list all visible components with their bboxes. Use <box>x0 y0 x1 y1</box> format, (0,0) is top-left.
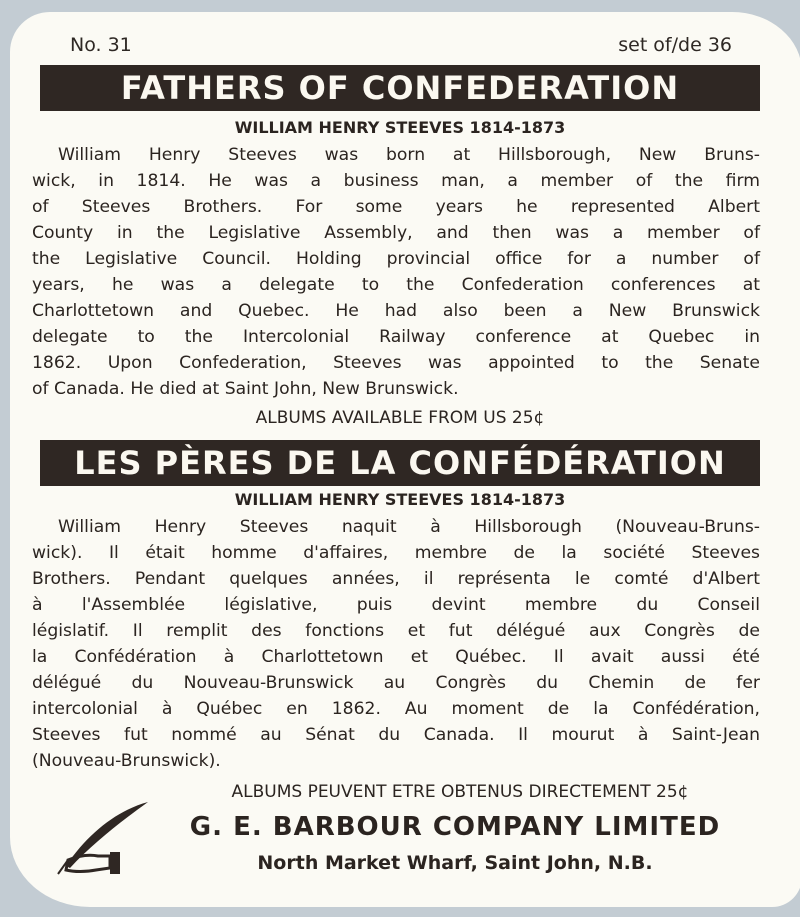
english-title-band: FATHERS OF CONFEDERATION <box>40 65 760 111</box>
french-subject: WILLIAM HENRY STEEVES 1814-1873 <box>234 490 566 509</box>
bio-line: of Canada. He died at Saint John, New Brunswick. <box>32 379 459 399</box>
bio-line: wick, in 1814. He was a business man, a member of the firm <box>32 171 760 191</box>
bio-line: of Steeves Brothers. For some years he represented Albert <box>32 197 760 217</box>
set-count: set of/de 36 <box>618 34 732 56</box>
bio-line: la Confédération à Charlottetown et Québec. Il avait aussi été <box>32 647 760 667</box>
bio-line: délégué du Nouveau-Brunswick au Congrès du Chemin de fer <box>32 673 760 693</box>
bio-line: delegate to the Intercolonial Railway conference at Quebec in <box>32 327 760 347</box>
bio-line: législatif. Il remplit des fonctions et fut délégué aux Congrès de <box>32 621 760 641</box>
bio-line: wick). Il était homme d'affaires, membre de la société Steeves <box>32 543 760 563</box>
bio-line: (Nouveau-Brunswick). <box>32 751 221 771</box>
bio-line: Charlottetown and Quebec. He had also been a New Brunswick <box>32 301 760 321</box>
bio-line: County in the Legislative Assembly, and then was a member of <box>32 223 760 243</box>
bio-line: years, he was a delegate to the Confederation conferences at <box>32 275 760 295</box>
publisher-address: North Market Wharf, Saint John, N.B. <box>257 852 653 874</box>
english-subject: WILLIAM HENRY STEEVES 1814-1873 <box>234 118 566 137</box>
bio-line: William Henry Steeves naquit à Hillsborough (Nouveau-Bruns- <box>58 517 760 537</box>
french-title-band: LES PÈRES DE LA CONFÉDÉRATION <box>40 440 760 486</box>
english-biography <box>32 142 760 402</box>
french-biography <box>32 514 760 774</box>
trading-card <box>10 12 800 907</box>
bio-line: 1862. Upon Confederation, Steeves was appointed to the Senate <box>32 353 760 373</box>
french-albums-notice: ALBUMS PEUVENT ETRE OBTENUS DIRECTEMENT 25¢ <box>231 782 689 802</box>
bio-line: the Legislative Council. Holding provincial office for a number of <box>32 249 760 269</box>
card-number: No. 31 <box>70 34 132 56</box>
bio-line: William Henry Steeves was born at Hillsborough, New Bruns- <box>58 145 760 165</box>
bio-line: Brothers. Pendant quelques années, il représenta le comté d'Albert <box>32 569 760 589</box>
bio-line: à l'Assemblée législative, puis devint membre du Conseil <box>32 595 760 615</box>
publisher-name: G. E. BARBOUR COMPANY LIMITED <box>189 812 721 842</box>
quill-hand-icon <box>48 798 158 878</box>
english-albums-notice: ALBUMS AVAILABLE FROM US 25¢ <box>255 408 545 428</box>
card-header <box>70 34 732 56</box>
bio-line: intercolonial à Québec en 1862. Au moment de la Confédération, <box>32 699 760 719</box>
bio-line: Steeves fut nommé au Sénat du Canada. Il mourut à Saint-Jean <box>32 725 760 745</box>
